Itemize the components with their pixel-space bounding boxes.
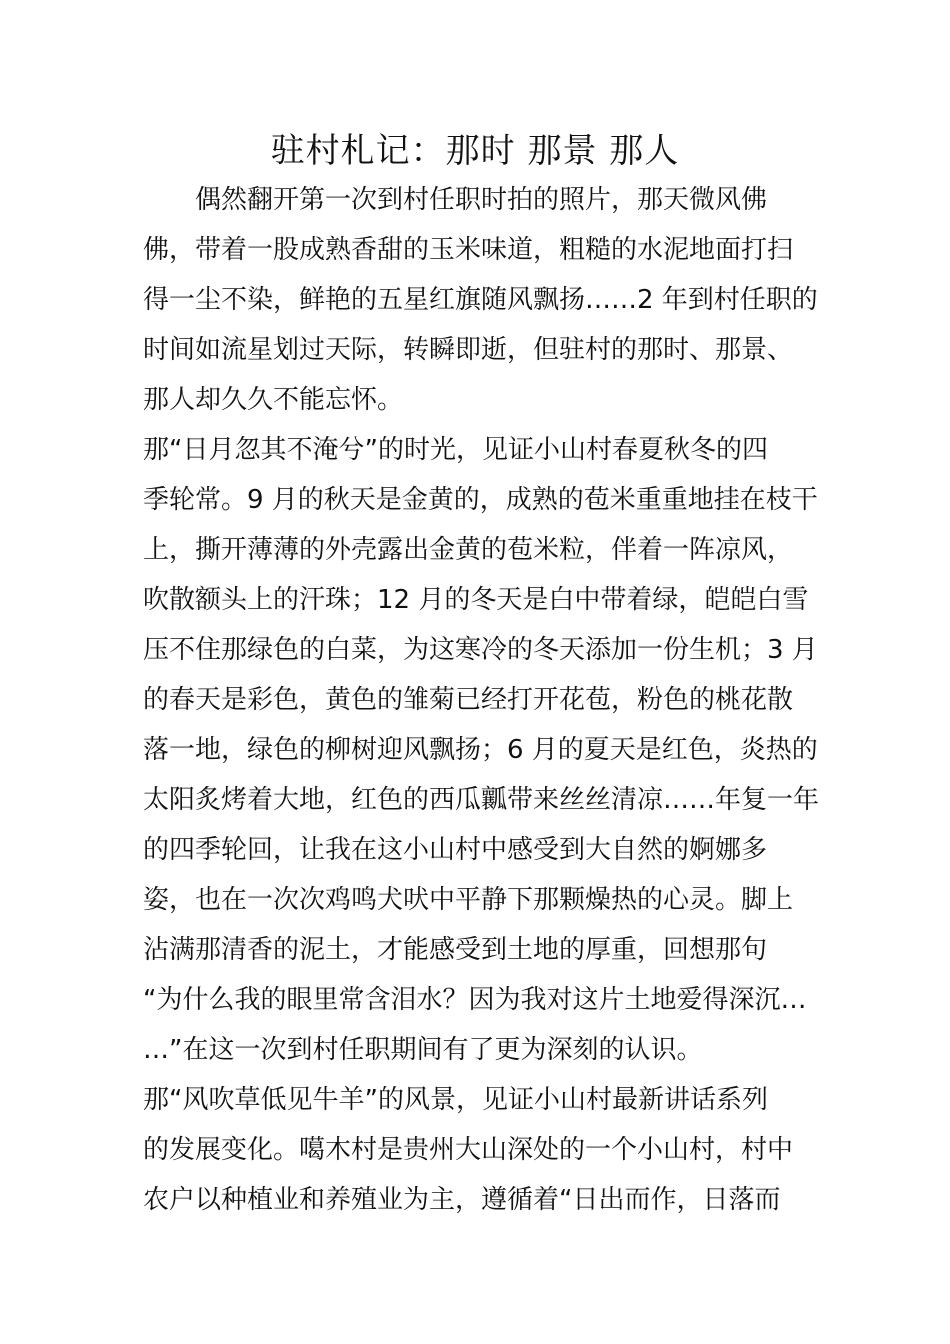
- body-line: 压不住那绿色的白菜，为这寒冷的冬天添加一份生机；3 月: [143, 635, 818, 665]
- body-line: 那人却久久不能忘怀。: [143, 385, 404, 415]
- body-line: 的春天是彩色，黄色的雏菊已经打开花苞，粉色的桃花散: [143, 685, 794, 715]
- body-line: “为什么我的眼里常含泪水？因为我对这片土地爱得深沉…: [143, 985, 807, 1015]
- body-line: 吹散额头上的汗珠；12 月的冬天是白中带着绿，皑皑白雪: [143, 585, 809, 615]
- body-line: 的四季轮回，让我在这小山村中感受到大自然的婀娜多: [143, 835, 768, 865]
- body-line: …”在这一次到村任职期间有了更为深刻的认识。: [143, 1035, 703, 1065]
- body-line: 上，撕开薄薄的外壳露出金黄的苞米粒，伴着一阵凉风，: [143, 535, 794, 565]
- body-line: 的发展变化。噶木村是贵州大山深处的一个小山村，村中: [143, 1135, 794, 1165]
- body-line: 沾满那清香的泥土，才能感受到土地的厚重，回想那句: [143, 935, 768, 965]
- body-line: 姿，也在一次次鸡鸣犬吠中平静下那颗燥热的心灵。脚上: [143, 885, 794, 915]
- body-line: 偶然翻开第一次到村任职时拍的照片，那天微风佛: [143, 185, 768, 215]
- body-line: 时间如流星划过天际，转瞬即逝，但驻村的那时、那景、: [143, 335, 794, 365]
- body-line: 得一尘不染，鲜艳的五星红旗随风飘扬……2 年到村任职的: [143, 285, 818, 315]
- body-line: 落一地，绿色的柳树迎风飘扬；6 月的夏天是红色，炎热的: [143, 735, 818, 765]
- document-title: 驻村札记：那时 那景 那人: [270, 131, 680, 171]
- body-line: 季轮常。9 月的秋天是金黄的，成熟的苞米重重地挂在枝干: [143, 485, 818, 515]
- body-line: 农户以种植业和养殖业为主，遵循着“日出而作，日落而: [143, 1185, 781, 1215]
- body-line: 太阳炙烤着大地，红色的西瓜瓤带来丝丝清凉……年复一年: [143, 785, 820, 815]
- body-line: 那“风吹草低见牛羊”的风景，见证小山村最新讲话系列: [143, 1085, 768, 1115]
- body-line: 那“日月忽其不淹兮”的时光，见证小山村春夏秋冬的四: [143, 435, 768, 465]
- body-line: 佛，带着一股成熟香甜的玉米味道，粗糙的水泥地面打扫: [143, 235, 794, 265]
